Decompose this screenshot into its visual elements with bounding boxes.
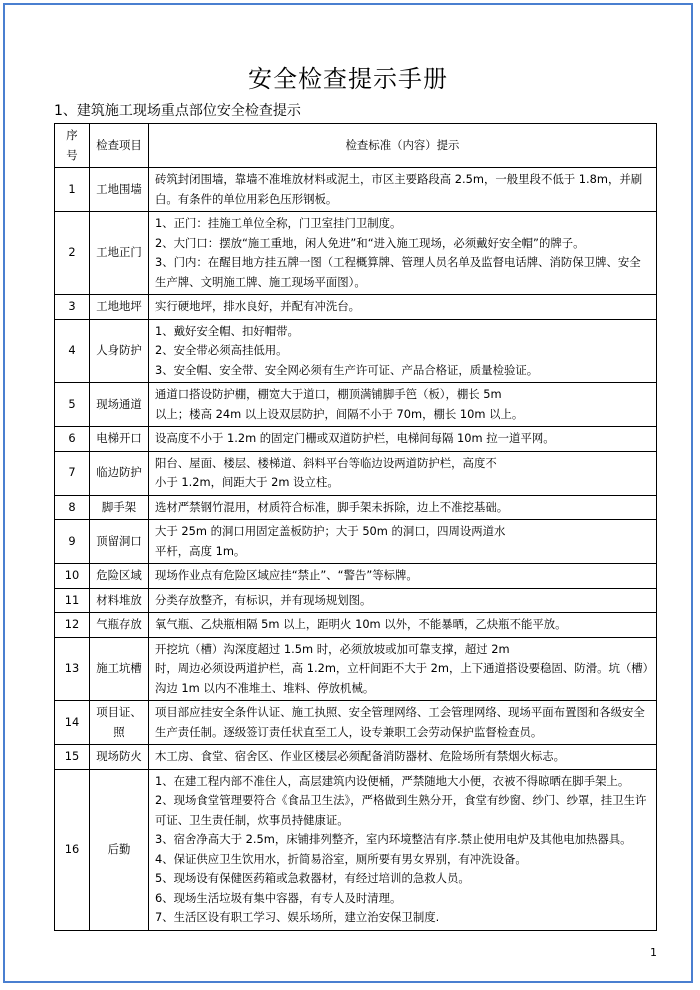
check-standard [149, 383, 657, 427]
standard-line: 项目部应挂安全条件认证、施工执照、安全管理网络、工会管理网络、现场平面布置图和各级安全生产责任制。逐级签订责任状直至工人，设专兼职工会劳动保护监督检查员。 [155, 705, 645, 739]
table-row [55, 520, 657, 564]
standard-line: 设高度不小于 1.2m 的固定门栅或双道防护栏，电梯间每隔 10m 拉一道平网。 [155, 431, 555, 445]
table-row [55, 451, 657, 495]
section-heading: 1、建筑施工现场重点部位安全检查提示 [54, 103, 301, 119]
check-standard [149, 427, 657, 452]
table-row [55, 383, 657, 427]
check-item: 工地围墙 [90, 168, 149, 212]
row-number: 7 [55, 451, 90, 495]
check-item: 临边防护 [90, 451, 149, 495]
table-header-row [55, 124, 657, 168]
standard-line: 大于 25m 的洞口用固定盖板防护；大于 50m 的洞口，四周设两道水 [155, 524, 506, 538]
row-number: 6 [55, 427, 90, 452]
standard-line: 开挖坑（槽）沟深度超过 1.5m 时，必须放坡或加可靠支撑，超过 2m [155, 641, 510, 656]
table-row [55, 427, 657, 452]
check-item: 工地地坪 [90, 295, 149, 320]
check-standard [149, 168, 657, 212]
check-standard [149, 451, 657, 495]
row-number: 11 [55, 588, 90, 613]
check-standard [149, 319, 657, 383]
row-number: 13 [55, 637, 90, 701]
table-row [55, 495, 657, 520]
row-number: 5 [55, 383, 90, 427]
row-number: 2 [55, 212, 90, 295]
standard-line: 2、大门口：摆放“施工重地，闲人免进”和“进入施工现场，必须戴好安全帽”的牌子。 [155, 235, 585, 250]
row-number: 10 [55, 564, 90, 589]
check-standard [149, 564, 657, 589]
standard-line: 5、现场设有保健医药箱或急救器材，有经过培训的急救人员。 [155, 871, 470, 885]
check-standard [149, 495, 657, 520]
inspection-table [54, 123, 657, 931]
standard-line: 2、现场食堂管理要符合《食品卫生法》，严格做到生熟分开，食堂有纱窗、纱门、纱罩，挂卫生许可证、卫生责任制，炊事员持健康证。 [155, 793, 647, 827]
header-standard: 检查标准（内容）提示 [149, 124, 657, 168]
standard-line: 小于 1.2m，间距大于 2m 设立柱。 [155, 475, 339, 489]
standard-line: 3、安全帽、安全带、安全网必须有生产许可证、产品合格证，质量检验证。 [155, 362, 539, 377]
standard-line: 通道口搭设防护棚，棚宽大于道口，棚顶满铺脚手笆（板），棚长 5m [155, 387, 502, 401]
row-number: 1 [55, 168, 90, 212]
check-item: 气瓶存放 [90, 613, 149, 638]
check-item: 后勤 [90, 769, 149, 930]
check-item: 电梯开口 [90, 427, 149, 452]
standard-line: 选材严禁钢竹混用，材质符合标准，脚手架未拆除，边上不准挖基础。 [155, 499, 509, 514]
standard-line: 氧气瓶、乙炔瓶相隔 5m 以上，距明火 10m 以外，不能暴晒，乙炔瓶不能平放。 [155, 617, 567, 631]
standard-line: 现场作业点有危险区域应挂“禁止”、“警告”等标牌。 [155, 568, 418, 582]
row-number: 12 [55, 613, 90, 638]
standard-line: 时，周边必须设两道护栏，高 1.2m，立杆间距不大于 2m，上下通道搭设要稳固、防滑。坑（槽）沟边 1m 以内不准堆土、堆料、停放机械。 [155, 661, 649, 695]
table-row [55, 564, 657, 589]
table-row [55, 168, 657, 212]
document-page [3, 3, 693, 983]
table-row [55, 613, 657, 638]
standard-line: 分类存放整齐，有标识，并有现场规划图。 [155, 592, 372, 607]
table-row [55, 295, 657, 320]
check-item: 人身防护 [90, 319, 149, 383]
check-standard [149, 588, 657, 613]
row-number: 8 [55, 495, 90, 520]
header-item: 检查项目 [90, 124, 149, 168]
check-item: 现场防火 [90, 745, 149, 770]
standard-line: 3、门内：在醒目地方挂五牌一图（工程概算牌、管理人员名单及监督电话牌、消防保卫牌、安全生产牌、文明施工牌、施工现场平面图）。 [155, 255, 641, 289]
page-number: 1 [650, 946, 657, 959]
check-standard [149, 745, 657, 770]
table-row [55, 769, 657, 930]
check-item: 工地正门 [90, 212, 149, 295]
header-no: 序号 [55, 124, 90, 168]
check-item: 危险区域 [90, 564, 149, 589]
table-row [55, 319, 657, 383]
check-item: 顶留洞口 [90, 520, 149, 564]
check-item: 材料堆放 [90, 588, 149, 613]
check-item: 脚手架 [90, 495, 149, 520]
table-body [55, 168, 657, 931]
table-row [55, 637, 657, 701]
check-standard [149, 613, 657, 638]
standard-line: 以上；楼高 24m 以上设双层防护，间隔不小于 70m，棚长 10m 以上。 [155, 406, 524, 421]
standard-line: 1、正门：挂施工单位全称，门卫室挂门卫制度。 [155, 216, 402, 230]
standard-line: 6、现场生活垃圾有集中容器，有专人及时清理。 [155, 890, 402, 905]
check-item: 项目证、照 [90, 701, 149, 745]
standard-line: 实行硬地坪，排水良好，并配有冲洗台。 [155, 299, 361, 313]
table-row [55, 212, 657, 295]
table-row [55, 701, 657, 745]
standard-line: 4、保证供应卫生饮用水，折简易浴室，厕所要有男女界别，有冲洗设备。 [155, 851, 527, 866]
row-number: 16 [55, 769, 90, 930]
table-row [55, 588, 657, 613]
row-number: 15 [55, 745, 90, 770]
check-item: 施工坑槽 [90, 637, 149, 701]
check-standard [149, 701, 657, 745]
check-standard [149, 520, 657, 564]
row-number: 14 [55, 701, 90, 745]
standard-line: 1、戴好安全帽、扣好帽带。 [155, 323, 299, 338]
standard-line: 1、在建工程内部不准住人，高层建筑内设便桶，严禁随地大小便，衣被不得晾晒在脚手架上。 [155, 773, 630, 788]
page-title: 安全检查提示手册 [248, 65, 448, 93]
check-standard [149, 637, 657, 701]
check-standard [149, 212, 657, 295]
standard-line: 砖筑封闭围墙，靠墙不准堆放材料或泥土，市区主要路段高 2.5m，一般里段不低于 1.8m，并刷白。有条件的单位用彩色压形钢板。 [155, 172, 643, 206]
table-row [55, 745, 657, 770]
standard-line: 2、安全带必须高挂低用。 [155, 343, 288, 357]
check-standard [149, 295, 657, 320]
standard-line: 木工房、食堂、宿舍区、作业区楼层必须配备消防器材、危险场所有禁烟火标志。 [155, 749, 566, 763]
standard-line: 阳台、屋面、楼层、楼梯道、斜料平台等临边设两道防护栏，高度不 [155, 455, 497, 470]
row-number: 9 [55, 520, 90, 564]
row-number: 4 [55, 319, 90, 383]
row-number: 3 [55, 295, 90, 320]
standard-line: 7、生活区设有职工学习、娱乐场所，建立治安保卫制度. [155, 910, 440, 924]
standard-line: 平杆，高度 1m。 [155, 543, 246, 558]
standard-line: 3、宿舍净高大于 2.5m，床铺排列整齐，室内环境整洁有序.禁止使用电炉及其他电加热器具。 [155, 832, 632, 846]
check-standard [149, 769, 657, 930]
check-item: 现场通道 [90, 383, 149, 427]
